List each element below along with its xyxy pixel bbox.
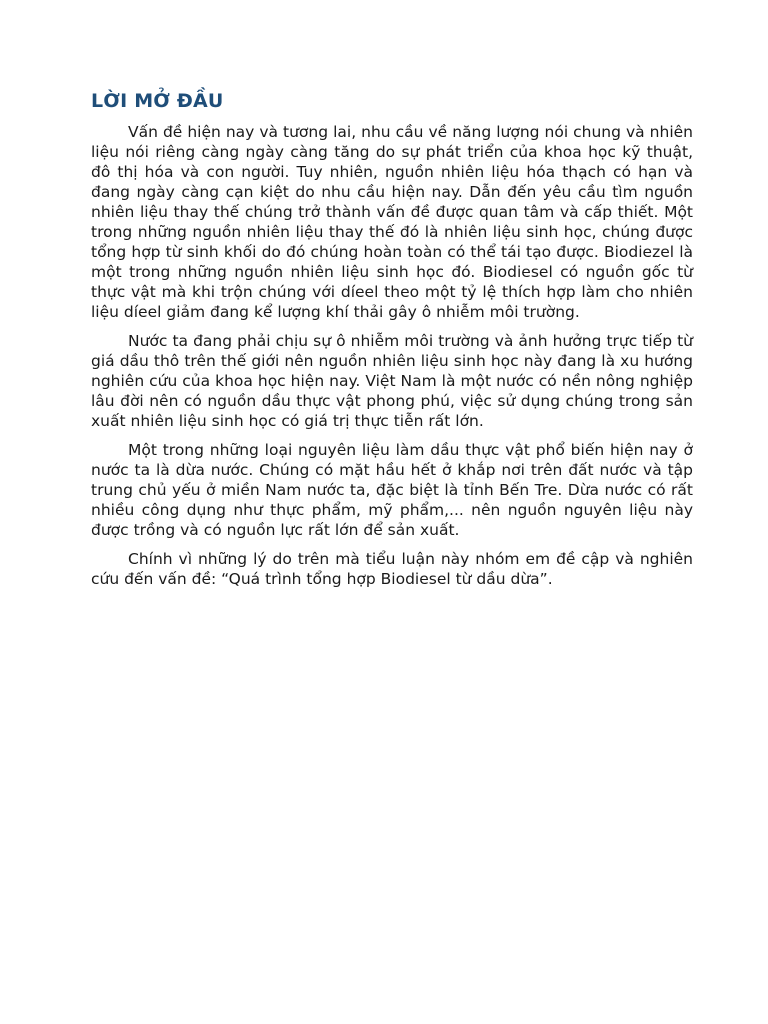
paragraph-1: Vấn đề hiện nay và tương lai, nhu cầu về năng lượng nói chung và nhiên liệu nói riêng càng ngày càng tăng do sự phát triển của khoa học kỹ thuật, đô thị hóa và con người. Tuy nhiên, nguồn nhiên liệu hóa thạch có hạn và đang ngày càng cạn kiệt do nhu cầu hiện nay. Dẫn đến yêu cầu tìm nguồn nhiên liệu thay thế chúng trở thành vấn đề được quan tâm và cấp thiết. Một trong những nguồn nhiên liệu thay thế đó là nhiên liệu sinh học, chúng được tổng hợp từ sinh khối do đó chúng hoàn toàn có thể tái tạo được. Biodiezel là một trong những nguồn nhiên liệu sinh học đó. Biodiesel có nguồn gốc từ thực vật mà khi trộn chúng với díeel theo một tỷ lệ thích hợp làm cho nhiên liệu díeel giảm đang kể lượng khí thải gây ô nhiễm môi trường. [91, 123, 693, 321]
section-heading: LỜI MỞ ĐẦU [91, 90, 224, 112]
paragraph-4: Chính vì những lý do trên mà tiểu luận này nhóm em đề cập và nghiên cứu đến vấn đề: “Quá trình tổng hợp Biodiesel từ dầu dừa”. [91, 550, 693, 588]
paragraph-2: Nước ta đang phải chịu sự ô nhiễm môi trường và ảnh hưởng trực tiếp từ giá dầu thô trên thế giới nên nguồn nhiên liệu sinh học này đang là xu hướng nghiên cứu của khoa học hiện nay. Việt Nam là một nước có nền nông nghiệp lâu đời nên có nguồn dầu thực vật phong phú, việc sử dụng chúng trong sản xuất nhiên liệu sinh học có giá trị thực tiễn rất lớn. [91, 332, 693, 430]
document-body [91, 88, 693, 598]
paragraph-3: Một trong những loại nguyên liệu làm dầu thực vật phổ biến hiện nay ở nước ta là dừa nước. Chúng có mặt hầu hết ở khắp nơi trên đất nước và tập trung chủ yếu ở miền Nam nước ta, đặc biệt là tỉnh Bến Tre. Dừa nước có rất nhiều công dụng như thực phẩm, mỹ phẩm,... nên nguồn nguyên liệu này được trồng và có nguồn lực rất lớn để sản xuất. [91, 441, 693, 539]
